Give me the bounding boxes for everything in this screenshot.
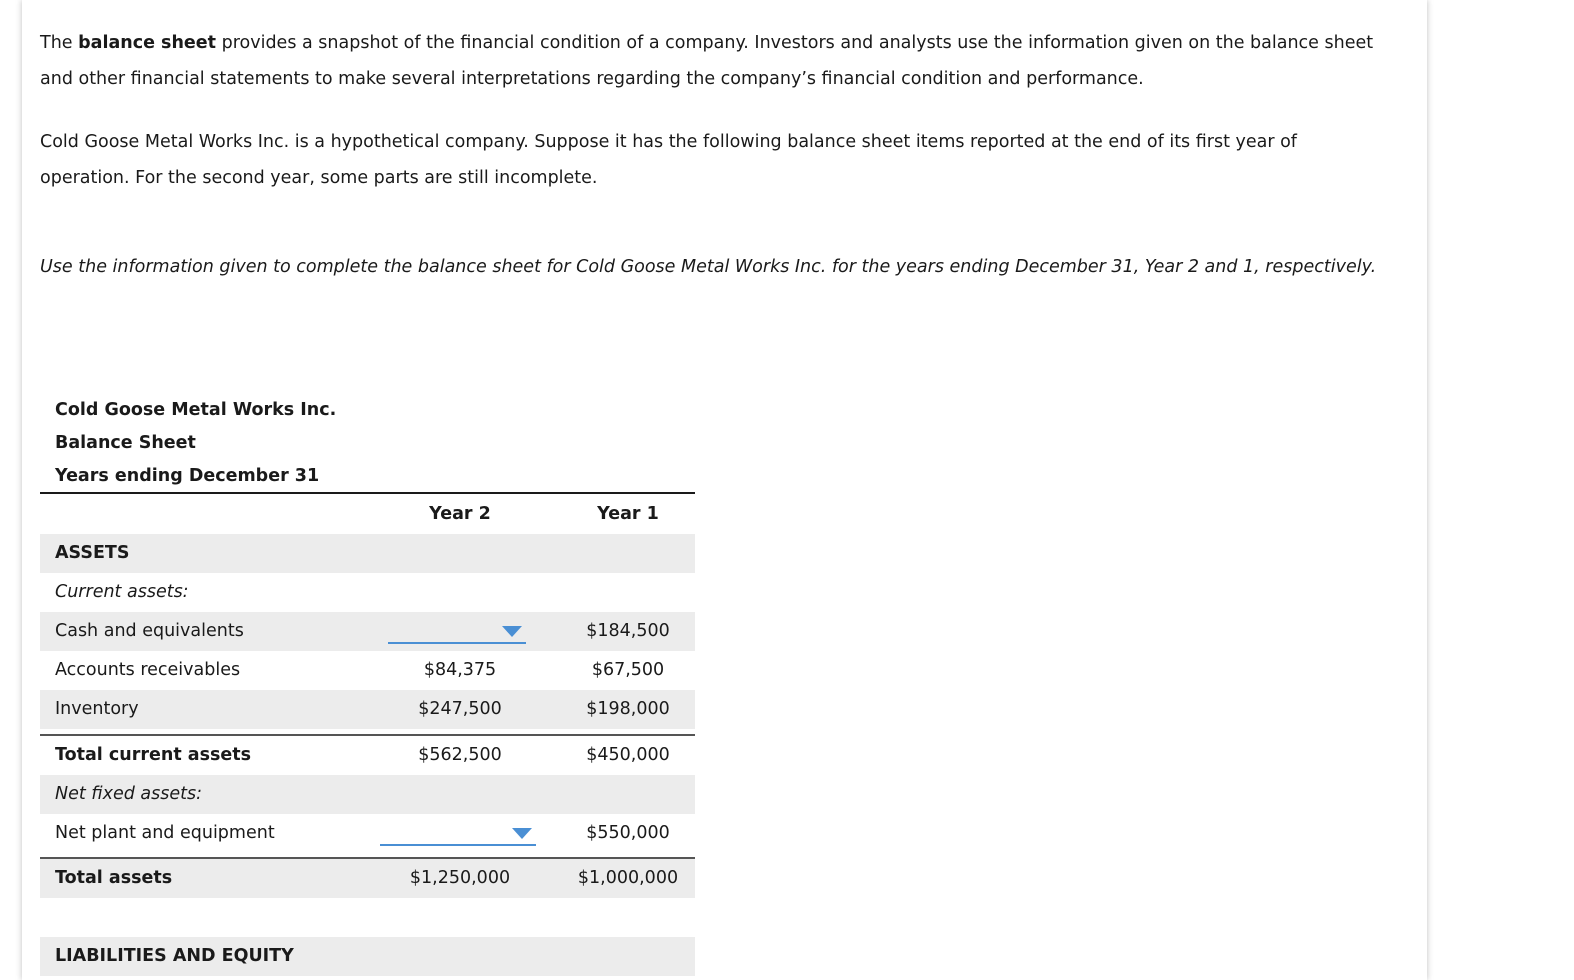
col-header-year2: Year 2 (429, 504, 491, 524)
sheet-period: Years ending December 31 (55, 466, 320, 486)
chevron-down-icon (512, 828, 532, 839)
sheet-title: Balance Sheet (55, 433, 196, 453)
cash-year1-value: $184,500 (586, 621, 670, 641)
receivables-year2-value: $84,375 (423, 660, 497, 680)
total-assets-year1-value: $1,000,000 (577, 868, 679, 888)
liabilities-header-row (40, 937, 695, 976)
inventory-year2-value: $247,500 (418, 699, 502, 719)
cash-label: Cash and equivalents (55, 621, 244, 641)
assets-header-row (40, 534, 695, 573)
net-fixed-assets-label: Net fixed assets: (55, 784, 202, 804)
plant-row (40, 814, 695, 853)
current-assets-label: Current assets: (55, 582, 189, 602)
total-assets-row (40, 859, 695, 898)
net-fixed-assets-row (40, 775, 695, 814)
plant-year2-dropdown[interactable] (380, 822, 536, 846)
plant-year1-value: $550,000 (586, 823, 670, 843)
column-header-row (40, 495, 695, 534)
intro-paragraph-1: The balance sheet provides a snapshot of the financial condition of a company. Investors and analysts use the information given on the balance sheet and other financial statements to make several interpretations regarding the company’s financial condition and performance. (40, 33, 1374, 89)
cash-row (40, 612, 695, 651)
total-current-assets-row (40, 736, 695, 775)
sheet-company-name: Cold Goose Metal Works Inc. (55, 400, 337, 420)
instruction-paragraph: Use the information given to complete the balance sheet for Cold Goose Metal Works Inc. for the years ending December 31, Year 2 and 1, respectively. (40, 257, 1377, 277)
inventory-year1-value: $198,000 (586, 699, 670, 719)
col-header-year1: Year 1 (597, 504, 659, 524)
receivables-label: Accounts receivables (55, 660, 241, 680)
total-current-year2-value: $562,500 (418, 745, 502, 765)
inventory-label: Inventory (55, 699, 139, 719)
balance-sheet-term: balance sheet (78, 33, 217, 53)
receivables-row (40, 651, 695, 690)
total-current-year1-value: $450,000 (586, 745, 670, 765)
cash-year2-dropdown[interactable] (388, 620, 526, 644)
receivables-year1-value: $67,500 (591, 660, 665, 680)
intro-paragraph-2: Cold Goose Metal Works Inc. is a hypothetical company. Suppose it has the following balance sheet items reported at the end of its first year of operation. For the second year, some parts are still incomplete. (40, 132, 1297, 188)
total-assets-label: Total assets (55, 868, 173, 888)
inventory-row (40, 690, 695, 729)
table-top-rule (40, 492, 695, 494)
liabilities-header: LIABILITIES AND EQUITY (55, 946, 294, 966)
current-assets-row (40, 573, 695, 612)
total-assets-year2-value: $1,250,000 (409, 868, 511, 888)
chevron-down-icon (502, 626, 522, 637)
assets-header: ASSETS (55, 543, 130, 563)
plant-label: Net plant and equipment (55, 823, 275, 843)
total-current-assets-label: Total current assets (55, 745, 252, 765)
